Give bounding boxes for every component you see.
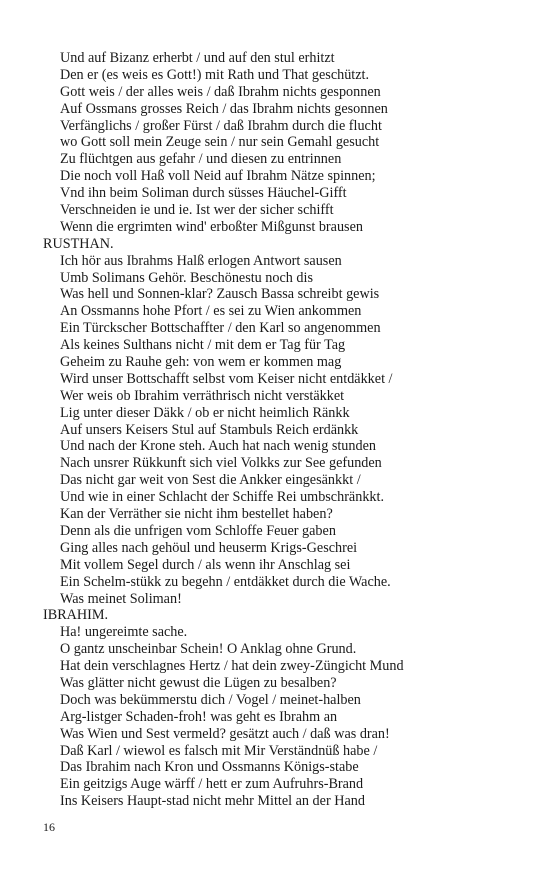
verse-line: Ein geitzigs Auge wärff / hett er zum Aufruhrs-Brand	[60, 776, 364, 793]
page-number: 16	[43, 820, 55, 834]
verse-line: Ha! ungereimte sache.	[60, 624, 188, 641]
verse-line: Was hell und Sonnen-klar? Zausch Bassa schreibt gewis	[60, 286, 380, 303]
verse-line: Arg-listger Schaden-froh! was geht es Ibrahm an	[60, 708, 338, 725]
verse-line: Doch was bekümmerstu dich / Vogel / meinet-halben	[60, 691, 361, 708]
verse-line: An Ossmanns hohe Pfort / es sei zu Wien ankommen	[60, 303, 362, 320]
verse-line: Daß Karl / wiewol es falsch mit Mir Verständnüß habe /	[60, 742, 378, 759]
drama-text	[43, 50, 513, 810]
verse-line: Als keines Sulthans nicht / mit dem er Tag für Tag	[60, 337, 346, 354]
verse-line: Wird unser Bottschafft selbst vom Keiser nicht entdäkket /	[60, 370, 393, 387]
verse-line: Ich hör aus Ibrahms Halß erlogen Antwort sausen	[60, 252, 342, 269]
verse-line: Mit vollem Segel durch / als wenn ihr Anschlag sei	[60, 556, 351, 573]
verse-line: Ging alles nach gehöul und heuserm Krigs-Geschrei	[60, 539, 358, 556]
verse-line: Die noch voll Haß voll Neid auf Ibrahm Nätze spinnen;	[60, 168, 376, 185]
verse-line: Auf Ossmans grosses Reich / das Ibrahm nichts gesonnen	[60, 100, 388, 117]
verse-line: Und nach der Krone steh. Auch hat nach wenig stunden	[60, 438, 376, 455]
verse-line: Das Ibrahim nach Kron und Ossmanns Königs-stabe	[60, 759, 359, 776]
verse-line: Vnd ihn beim Soliman durch süsses Häuchel-Gifft	[60, 185, 347, 202]
verse-line: Was glätter nicht gewust die Lügen zu besalben?	[60, 674, 337, 691]
verse-line: Ins Keisers Haupt-stad nicht mehr Mittel an der Hand	[60, 793, 365, 810]
verse-line: O gantz unscheinbar Schein! O Anklag ohne Grund.	[60, 641, 357, 658]
verse-line: Was meinet Soliman!	[60, 590, 182, 607]
verse-line: Das nicht gar weit von Sest die Ankker eingesänkkt /	[60, 472, 361, 489]
verse-line: Wenn die ergrimten wind' erboßter Mißgunst brausen	[60, 218, 363, 235]
verse-line: Ein Schelm-stükk zu begehn / entdäkket durch die Wache.	[60, 573, 391, 590]
verse-line: Auf unsers Keisers Stul auf Stambuls Reich erdänkk	[60, 421, 359, 438]
verse-line: Lig unter dieser Däkk / ob er nicht heimlich Ränkk	[60, 404, 350, 421]
verse-line: Und wie in einer Schlacht der Schiffe Rei umbschränkkt.	[60, 489, 384, 506]
verse-line: Den er (es weis es Gott!) mit Rath und That geschützt.	[60, 66, 370, 83]
verse-line: Kan der Verräther sie nicht ihm bestellet haben?	[60, 506, 333, 523]
verse-line: Hat dein verschlagnes Hertz / hat dein zwey-Züngicht Mund	[60, 658, 404, 675]
verse-line: Ein Türckscher Bottschaffter / den Karl so angenommen	[60, 320, 381, 337]
verse-line: Verfänglichs / großer Fürst / daß Ibrahm durch die flucht	[60, 117, 382, 134]
verse-line: Und auf Bizanz erherbt / und auf den stul erhitzt	[60, 50, 335, 66]
verse-line: Umb Solimans Gehör. Beschönestu noch dis	[60, 269, 313, 286]
verse-line: Zu flüchtgen aus gefahr / und diesen zu entrinnen	[60, 151, 342, 168]
verse-line: Nach unsrer Rükkunft sich viel Volkks zur See gefunden	[60, 455, 382, 472]
verse-line: Wer weis ob Ibrahim verräthrisch nicht verstäkket	[60, 387, 345, 404]
verse-line: wo Gott soll mein Zeuge sein / nur sein Gemahl gesucht	[60, 134, 380, 151]
verse-line: Gott weis / der alles weis / daß Ibrahm nichts gesponnen	[60, 83, 381, 100]
verse-line: Geheim zu Rauhe geh: von wem er kommen mag	[60, 354, 342, 371]
verse-line: Verschneiden ie und ie. Ist wer der sicher schifft	[60, 202, 334, 219]
verse-line: Was Wien und Sest vermeld? gesätzt auch / daß was dran!	[60, 725, 390, 742]
verse-line: Denn als die unfrigen vom Schloffe Feuer gaben	[60, 522, 336, 539]
speaker-name: RUSTHAN.	[43, 235, 114, 252]
speaker-name: IBRAHIM.	[43, 607, 109, 624]
